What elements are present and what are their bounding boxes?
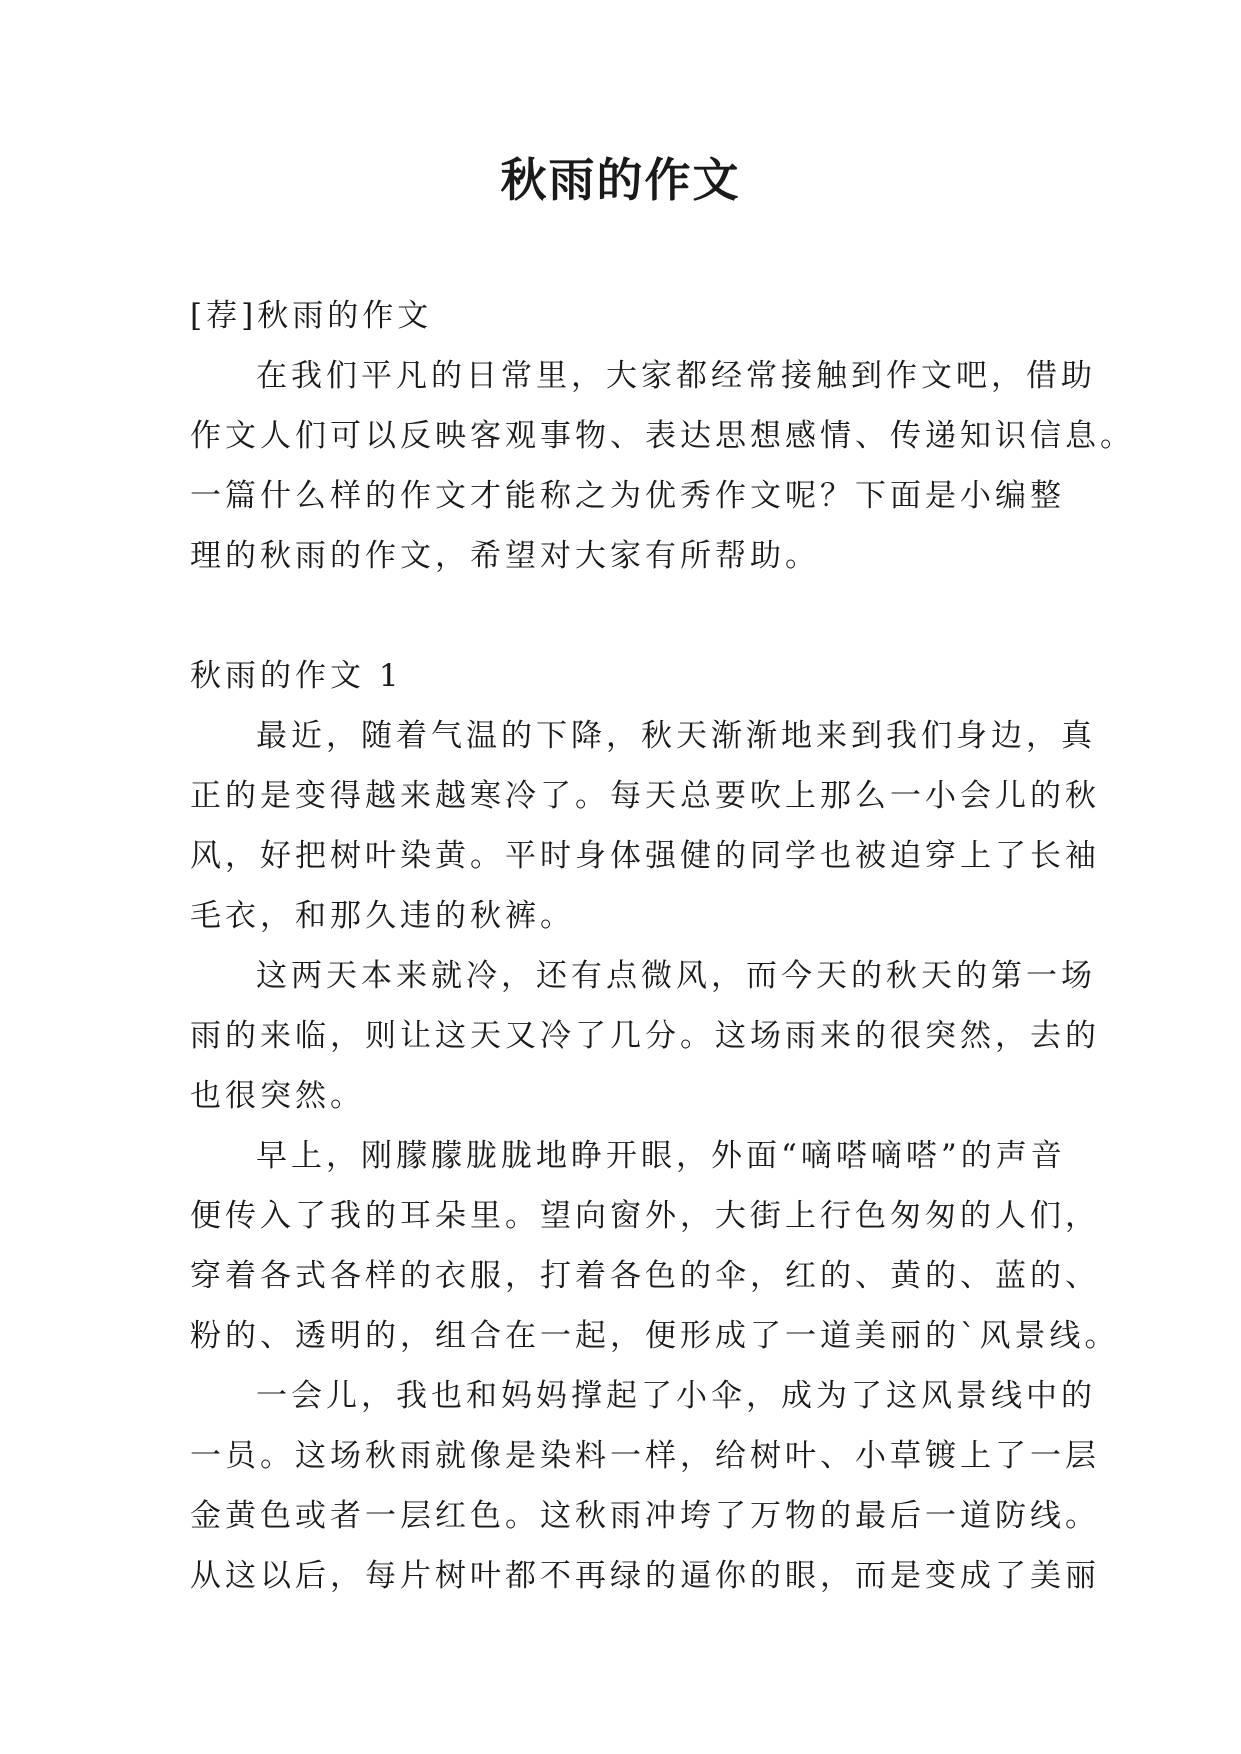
paragraph-line: 一会儿，我也和妈妈撑起了小伞，成为了这风景线中的 [256,1378,1096,1414]
document-title: 秋雨的作文 [500,153,741,207]
section-spacer [190,586,1060,646]
section-heading: 秋雨的作文 1 [190,658,403,694]
paragraph-line: 金黄色或者一层红色。这秋雨冲垮了万物的最后一道防线。 [190,1498,1100,1534]
paragraph-line: 早上，刚朦朦胧胧地睁开眼，外面“嘀嗒嘀嗒”的声音 [256,1138,1066,1174]
paragraph-line: 毛衣，和那久违的秋裤。 [190,898,575,934]
intro-paragraph-line: 在我们平凡的日常里，大家都经常接触到作文吧，借助 [256,358,1096,394]
intro-paragraph-line: 一篇什么样的作文才能称之为优秀作文呢？下面是小编整 [190,478,1065,514]
paragraph-line: 雨的来临，则让这天又冷了几分。这场雨来的很突然，去的 [190,1018,1100,1054]
intro-paragraph-line: 作文人们可以反映客观事物、表达思想感情、传递知识信息。 [190,418,1135,454]
paragraph-line: 便传入了我的耳朵里。望向窗外，大街上行色匆匆的人们， [190,1198,1100,1234]
paragraph-line: 风，好把树叶染黄。平时身体强健的同学也被迫穿上了长袖 [190,838,1100,874]
paragraph-line: 也很突然。 [190,1078,365,1114]
paragraph-line: 穿着各式各样的衣服，打着各色的伞，红的、黄的、蓝的、 [190,1258,1100,1294]
intro-heading: [荐]秋雨的作文 [190,298,433,334]
paragraph-line: 这两天本来就冷，还有点微风，而今天的秋天的第一场 [256,958,1096,994]
intro-paragraph-line: 理的秋雨的作文，希望对大家有所帮助。 [190,538,820,574]
paragraph-line: 最近，随着气温的下降，秋天渐渐地来到我们身边，真 [256,718,1096,754]
paragraph-line: 正的是变得越来越寒冷了。每天总要吹上那么一小会儿的秋 [190,778,1100,814]
document-body [190,286,1135,1606]
paragraph-line: 从这以后，每片树叶都不再绿的逼你的眼，而是变成了美丽 [190,1558,1100,1594]
paragraph-line: 粉的、透明的，组合在一起，便形成了一道美丽的`风景线。 [190,1318,1120,1354]
paragraph-line: 一员。这场秋雨就像是染料一样，给树叶、小草镀上了一层 [190,1438,1100,1474]
